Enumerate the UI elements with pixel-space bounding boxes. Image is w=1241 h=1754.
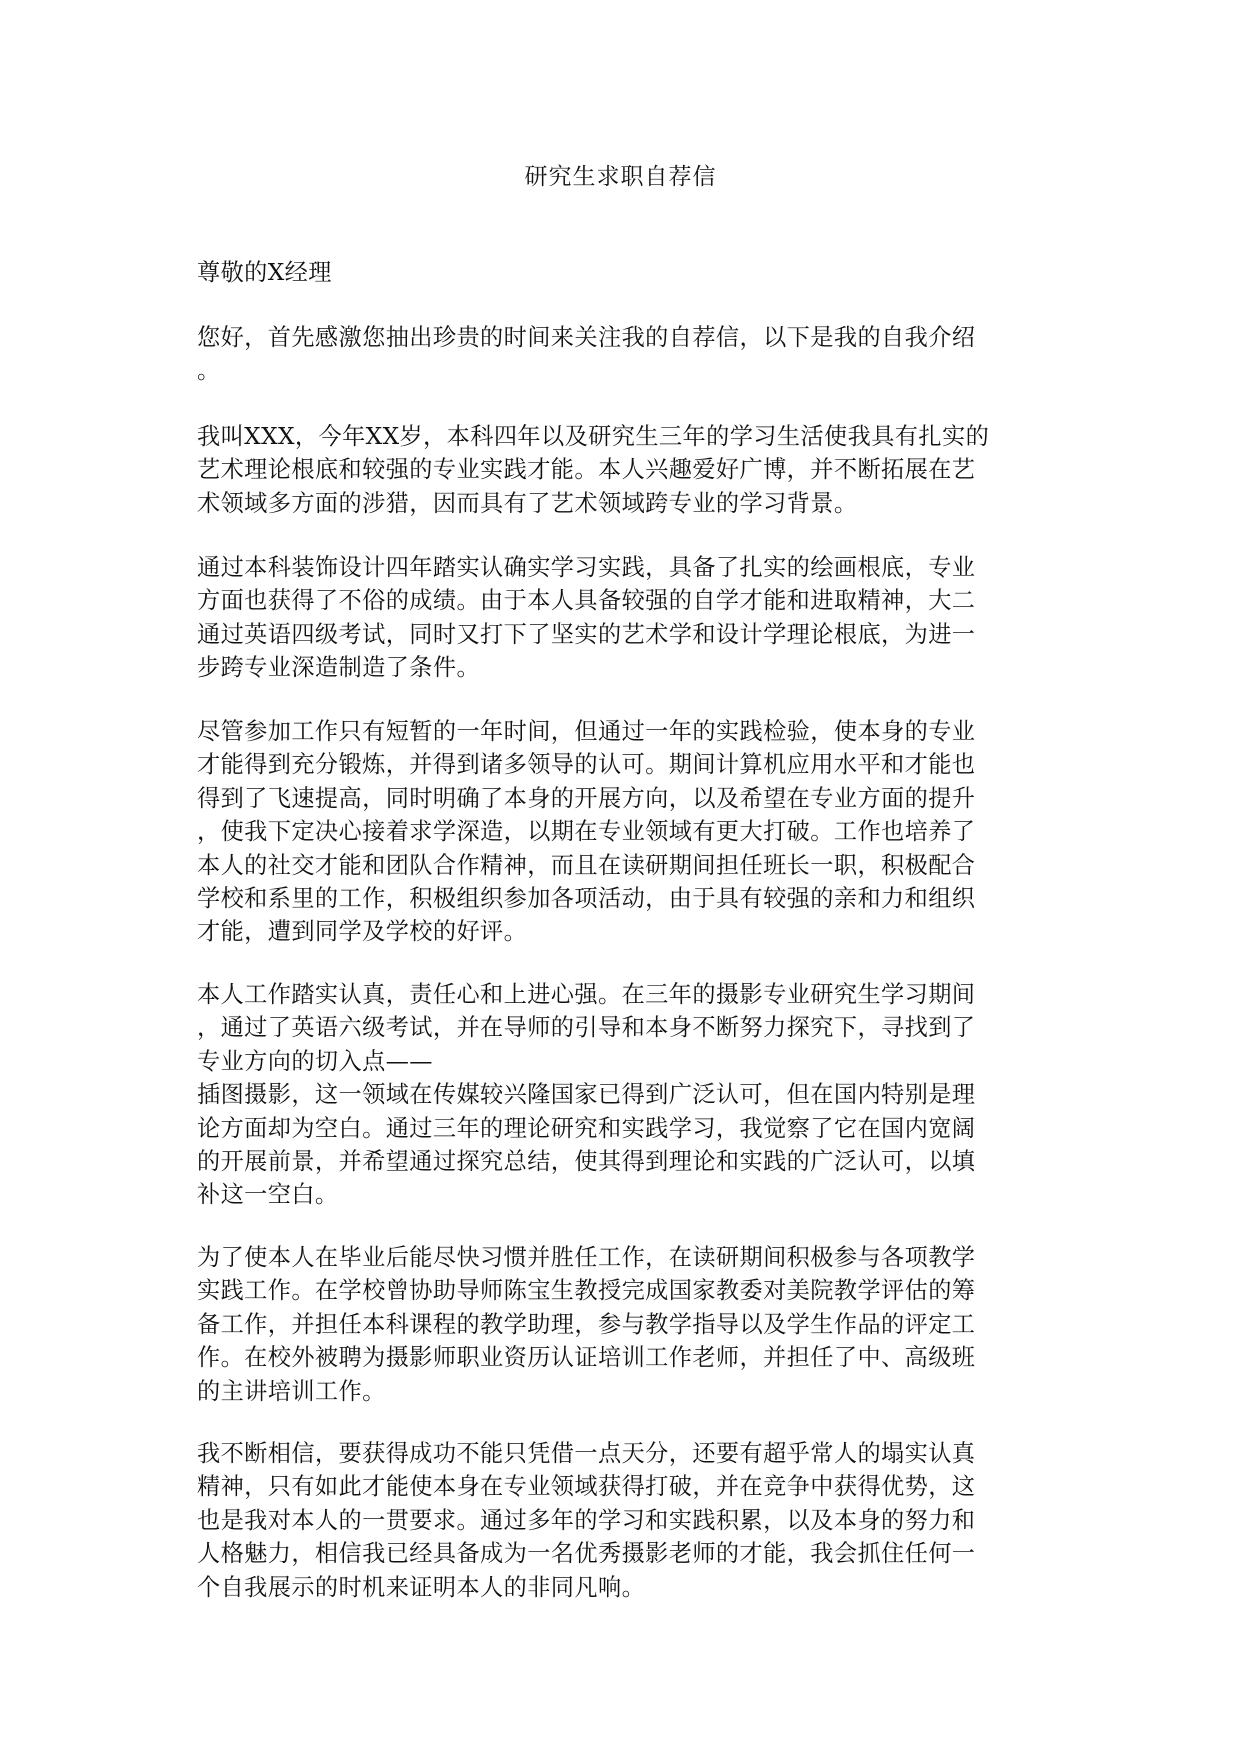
document-title: 研究生求职自荐信 — [524, 164, 717, 190]
greeting-paragraph: 您好，首先感激您抽出珍贵的时间来关注我的自荐信，以下是我的自我介绍 。 — [197, 324, 976, 385]
paragraph-closing: 我不断相信，要获得成功不能只凭借一点天分，还要有超乎常人的塌实认真 精神，只有如此才能使本身在专业领域获得打破，并在竞争中获得优势，这 也是我对本人的一贯要求。通过多年的学习和实践积累，以及本身的努力和 人格魅力，相信我已经具备成为一名优秀摄影老师的才能，我会抓住任何一 个自我展示的时机来证明本人的非同凡响。 — [197, 1440, 976, 1601]
salutation: 尊敬的X经理 — [197, 259, 332, 286]
paragraph-teaching-practice: 为了使本人在毕业后能尽快习惯并胜任工作，在读研期间积极参与各项教学 实践工作。在学校曾协助导师陈宝生教授完成国家教委对美院教学评估的筹 备工作，并担任本科课程的教学助理，参与教学指导以及学生作品的评定工 作。在校外被聘为摄影师职业资历认证培训工作老师，并担任了中、高级班 的主讲培训工作。 — [197, 1244, 976, 1405]
paragraph-graduate-study: 本人工作踏实认真，责任心和上进心强。在三年的摄影专业研究生学习期间 ，通过了英语六级考试，并在导师的引导和本身不断努力探究下，寻找到了 专业方向的切入点—— 插图摄影，这一领域在传媒较兴隆国家已得到广泛认可，但在国内特别是理 论方面却为空白。通过三年的理论研究和实践学习，我觉察了它在国内宽阔 的开展前景，并希望通过探究总结，使其得到理论和实践的广泛认可，以填 补这一空白。 — [197, 981, 976, 1209]
paragraph-work-experience: 尽管参加工作只有短暂的一年时间，但通过一年的实践检验，使本身的专业 才能得到充分锻炼，并得到诸多领导的认可。期间计算机应用水平和才能也 得到了飞速提高，同时明确了本身的开展方向，以及希望在专业方面的提升 ，使我下定决心接着求学深造，以期在专业领域有更大打破。工作也培养了 本人的社交才能和团队合作精神，而且在读研期间担任班长一职，积极配合 学校和系里的工作，积极组织参加各项活动，由于具有较强的亲和力和组织 才能，遭到同学及学校的好评。 — [197, 718, 976, 946]
paragraph-undergraduate: 通过本科装饰设计四年踏实认确实学习实践，具备了扎实的绘画根底，专业 方面也获得了不俗的成绩。由于本人具备较强的自学才能和进取精神，大二 通过英语四级考试，同时又打下了坚实的艺术学和设计学理论根底，为进一 步跨专业深造制造了条件。 — [197, 554, 976, 682]
paragraph-introduction: 我叫XXX，今年XX岁，本科四年以及研究生三年的学习生活使我具有扎实的 艺术理论根底和较强的专业实践才能。本人兴趣爱好广博，并不断拓展在艺 术领域多方面的涉猎，因而具有了艺术领域跨专业的学习背景。 — [197, 423, 990, 517]
